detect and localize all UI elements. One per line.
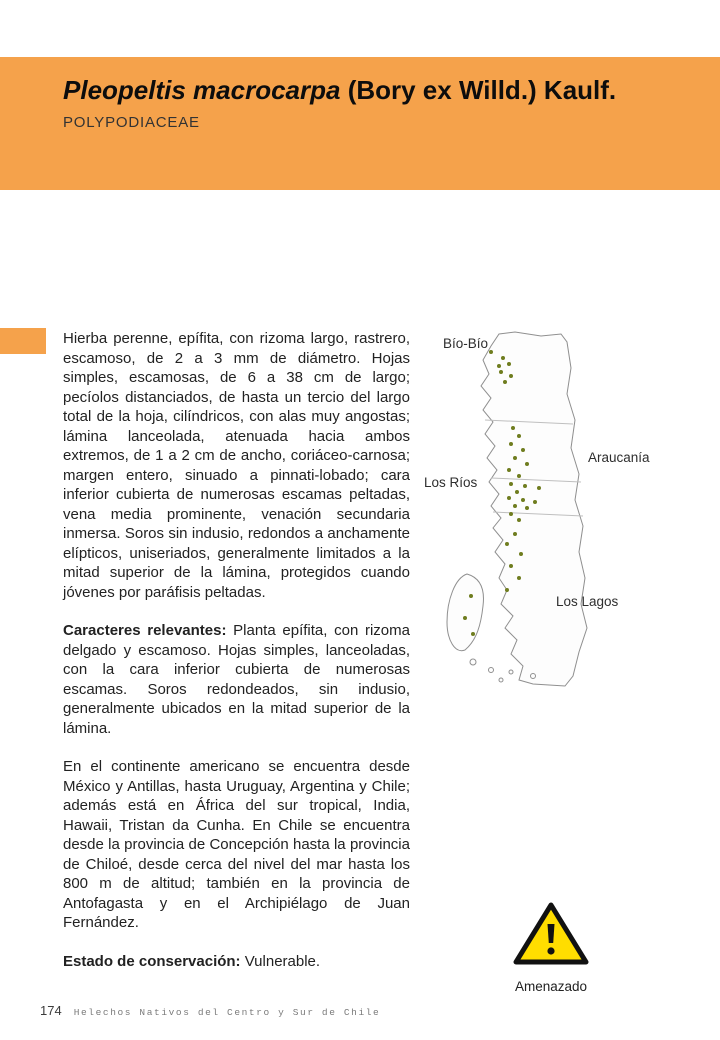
relevant-characters-text: Planta epífita, con rizoma delgado y escamoso. Hojas simples, lanceoladas, con la cara inferior cubierta de numerosas escamas. Soros redondeados, sin indusio, generalmente ubicados en la mitad superior de la lámina.	[63, 622, 410, 737]
chile-map-drawing	[415, 328, 670, 693]
species-name: Pleopeltis macrocarpa	[63, 75, 341, 105]
mainland-outline	[481, 332, 587, 686]
conservation-paragraph	[63, 952, 410, 972]
description-paragraph: Hierba perenne, epífita, con rizoma largo, rastrero, escamoso, de 2 a 3 mm de diámetro. Hojas simples, escamosas, de 6 a 38 cm de largo; pecíolos distanciados, de hasta un tercio del largo total de la hoja, cilíndricos, con alas muy angostas; lámina lanceolada, atenuada hacia ambos extremos, de 1 a 2 cm de ancho, coriáceo-carnosa; margen entero, sinuado a pinnati-lobado; cara inferior cubierta de numerosas escamas peltadas, vena media prominente, venación secundaria inmersa. Soros sin indusio, redondos a anchamente elípticos, uniseriados, generalmente limitados a la mitad superior de la lámina, protegidos cuando jóvenes por paráfisis peltadas.	[63, 330, 410, 601]
header-band	[0, 57, 720, 190]
page-number: 174	[40, 1003, 62, 1018]
section-marker	[0, 328, 46, 354]
distribution-paragraph: En el continente americano se encuentra desde México y Antillas, hasta Uruguay, Argentina y Chile; además está en África del sur tropical, India, Hawaii, Tristan da Cunha. En Chile se encuentra desde la provincia de Concepción hasta la provincia de Chiloé, desde cerca del nivel del mar hasta los 800 m de altitud; también en la provincia de Antofagasta y en el Archipiélago de Juan Fernández.	[63, 758, 410, 931]
conservation-status-block	[505, 900, 597, 994]
family-name: POLYPODIACEAE	[63, 114, 200, 131]
islet	[531, 674, 536, 679]
relevant-characters-label: Caracteres relevantes:	[63, 622, 227, 639]
map-label-araucania: Araucanía	[588, 450, 650, 465]
relevant-characters-paragraph	[63, 621, 410, 738]
map-label-biobio: Bío-Bío	[443, 336, 489, 351]
book-title: Helechos Nativos del Centro y Sur de Chile	[73, 1007, 381, 1018]
islet	[509, 670, 513, 674]
map-label-losrios: Los Ríos	[424, 475, 478, 490]
chiloe-island-outline	[447, 574, 483, 651]
status-label: Amenazado	[514, 979, 588, 994]
distribution-map	[415, 328, 670, 693]
islet	[470, 659, 476, 665]
species-authority: (Bory ex Willd.) Kaulf.	[340, 75, 617, 105]
page-footer	[40, 1003, 380, 1018]
conservation-label: Estado de conservación:	[63, 952, 241, 970]
map-label-loslagos: Los Lagos	[556, 594, 619, 609]
warning-triangle-icon	[513, 900, 589, 968]
islet	[489, 668, 494, 673]
species-title	[63, 75, 616, 105]
description-column	[63, 329, 410, 990]
islet	[499, 678, 503, 682]
conservation-value: Vulnerable.	[240, 952, 321, 970]
